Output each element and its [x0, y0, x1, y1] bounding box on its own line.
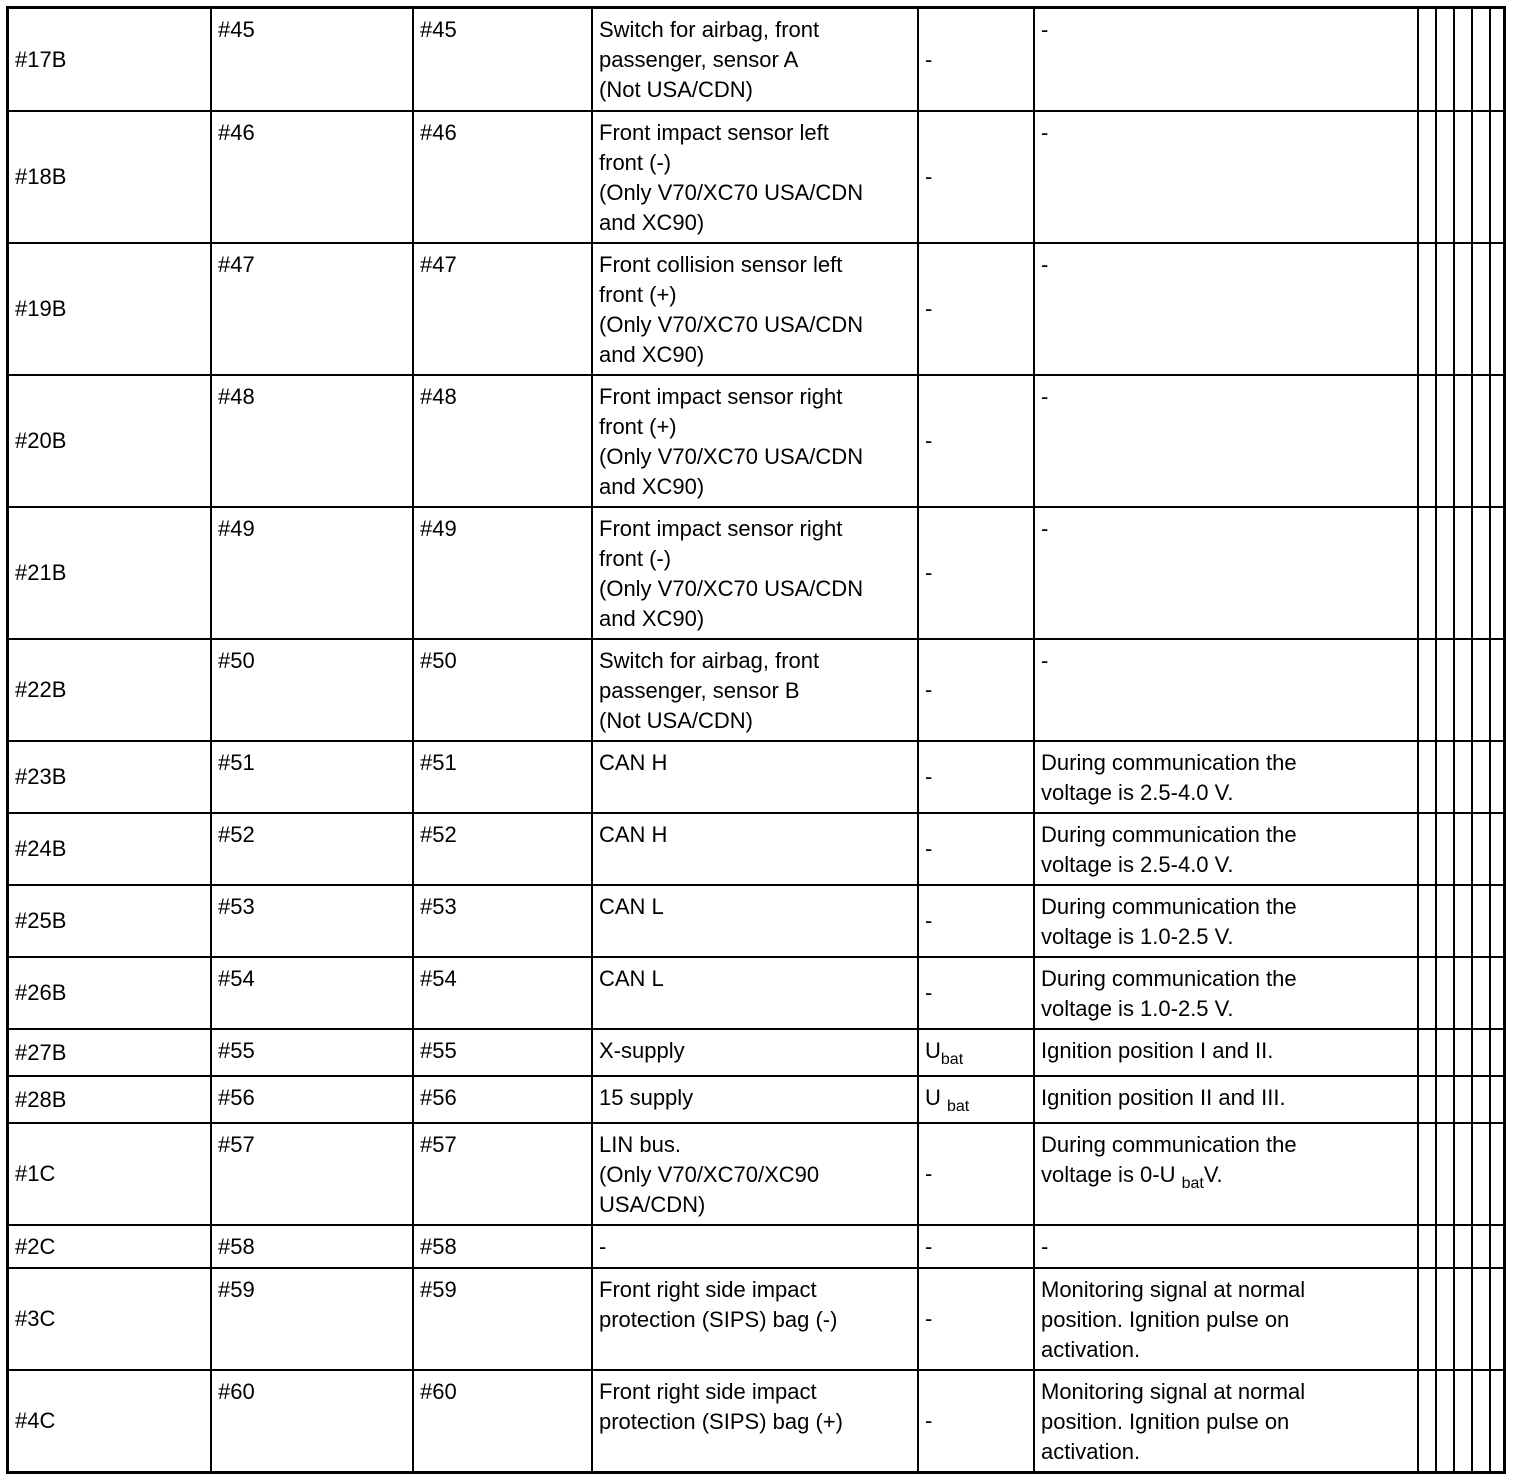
table-row: [9, 885, 1503, 957]
note-cell: -: [1034, 1225, 1418, 1268]
pin-cell: #21B: [9, 507, 211, 639]
check-cell: [1454, 1268, 1472, 1370]
check-cell: [1418, 1029, 1436, 1076]
check-cell: [1418, 9, 1436, 111]
check-cell: [1472, 9, 1490, 111]
pin-cell: #1C: [9, 1123, 211, 1225]
note-cell: [1034, 1123, 1418, 1225]
check-cell: [1454, 639, 1472, 741]
pin-cell: #2C: [9, 1225, 211, 1268]
check-cell: [1418, 1076, 1436, 1123]
check-cell: [1436, 111, 1454, 243]
table-row: [9, 243, 1503, 375]
check-cell: [1472, 1268, 1490, 1370]
note-text-end: V.: [1203, 1162, 1223, 1187]
pin-ref-cell: #52: [413, 813, 592, 885]
pin-cell: #23B: [9, 741, 211, 813]
check-cell: [1418, 375, 1436, 507]
check-cell: [1454, 1370, 1472, 1471]
check-cell: [1436, 885, 1454, 957]
value-cell: -: [918, 1268, 1034, 1370]
check-cell: [1490, 375, 1503, 507]
check-cell: [1490, 1370, 1503, 1471]
pin-cell: #27B: [9, 1029, 211, 1076]
check-cell: [1436, 741, 1454, 813]
check-cell: [1490, 1225, 1503, 1268]
description-cell: Front collision sensor left front (+) (Only V70/XC70 USA/CDN and XC90): [592, 243, 918, 375]
pin-ref-cell: #56: [211, 1076, 413, 1123]
note-cell: During communication the voltage is 2.5-4.0 V.: [1034, 741, 1418, 813]
pin-ref-cell: #57: [211, 1123, 413, 1225]
check-cell: [1490, 9, 1503, 111]
check-cell: [1472, 741, 1490, 813]
check-cell: [1472, 507, 1490, 639]
pin-ref-cell: #60: [211, 1370, 413, 1471]
description-cell: CAN L: [592, 957, 918, 1029]
table-row: [9, 111, 1503, 243]
table-row: [9, 375, 1503, 507]
check-cell: [1490, 813, 1503, 885]
note-cell: Ignition position I and II.: [1034, 1029, 1418, 1076]
pin-cell: #18B: [9, 111, 211, 243]
value-cell: -: [918, 1123, 1034, 1225]
value-cell: [918, 1029, 1034, 1076]
check-cell: [1472, 885, 1490, 957]
check-cell: [1418, 243, 1436, 375]
table-row: [9, 1076, 1503, 1123]
check-cell: [1418, 639, 1436, 741]
check-cell: [1472, 243, 1490, 375]
note-cell: -: [1034, 375, 1418, 507]
pin-table-sheet: [6, 6, 1506, 1474]
pin-cell: #19B: [9, 243, 211, 375]
pin-ref-cell: #48: [413, 375, 592, 507]
check-cell: [1472, 1370, 1490, 1471]
pin-ref-cell: #59: [211, 1268, 413, 1370]
description-cell: Front impact sensor right front (+) (Only V70/XC70 USA/CDN and XC90): [592, 375, 918, 507]
table-row: [9, 741, 1503, 813]
check-cell: [1454, 1029, 1472, 1076]
check-cell: [1472, 375, 1490, 507]
check-cell: [1454, 1123, 1472, 1225]
note-cell: -: [1034, 507, 1418, 639]
check-cell: [1418, 1123, 1436, 1225]
value-cell: -: [918, 741, 1034, 813]
value-cell: -: [918, 243, 1034, 375]
check-cell: [1490, 957, 1503, 1029]
check-cell: [1436, 9, 1454, 111]
pin-ref-cell: #50: [211, 639, 413, 741]
check-cell: [1418, 741, 1436, 813]
pin-cell: #3C: [9, 1268, 211, 1370]
note-cell: Monitoring signal at normal position. Ignition pulse on activation.: [1034, 1268, 1418, 1370]
pin-ref-cell: #54: [413, 957, 592, 1029]
pin-ref-cell: #58: [413, 1225, 592, 1268]
pin-ref-cell: #50: [413, 639, 592, 741]
note-cell: During communication the voltage is 2.5-4.0 V.: [1034, 813, 1418, 885]
note-cell: -: [1034, 111, 1418, 243]
note-cell: During communication the voltage is 1.0-2.5 V.: [1034, 885, 1418, 957]
value-cell: -: [918, 375, 1034, 507]
check-cell: [1472, 813, 1490, 885]
check-cell: [1490, 507, 1503, 639]
check-cell: [1472, 111, 1490, 243]
check-cell: [1436, 1225, 1454, 1268]
value-subscript: bat: [947, 1098, 970, 1115]
check-cell: [1436, 639, 1454, 741]
check-cell: [1436, 1370, 1454, 1471]
table-row: [9, 1029, 1503, 1076]
value-cell: -: [918, 9, 1034, 111]
table-row: [9, 639, 1503, 741]
check-cell: [1436, 1268, 1454, 1370]
note-cell: Ignition position II and III.: [1034, 1076, 1418, 1123]
value-main: U: [925, 1038, 941, 1063]
pin-ref-cell: #58: [211, 1225, 413, 1268]
check-cell: [1418, 111, 1436, 243]
pin-ref-cell: #57: [413, 1123, 592, 1225]
pin-ref-cell: #52: [211, 813, 413, 885]
check-cell: [1490, 639, 1503, 741]
check-cell: [1454, 243, 1472, 375]
check-cell: [1436, 813, 1454, 885]
pin-cell: #4C: [9, 1370, 211, 1471]
pin-ref-cell: #47: [413, 243, 592, 375]
note-cell: -: [1034, 639, 1418, 741]
check-cell: [1490, 1123, 1503, 1225]
check-cell: [1490, 741, 1503, 813]
pin-ref-cell: #46: [211, 111, 413, 243]
value-cell: -: [918, 1370, 1034, 1471]
check-cell: [1454, 957, 1472, 1029]
note-subscript: bat: [1181, 1175, 1204, 1192]
description-cell: LIN bus. (Only V70/XC70/XC90 USA/CDN): [592, 1123, 918, 1225]
description-cell: 15 supply: [592, 1076, 918, 1123]
pin-cell: #28B: [9, 1076, 211, 1123]
pin-ref-cell: #48: [211, 375, 413, 507]
description-cell: CAN H: [592, 741, 918, 813]
check-cell: [1472, 1029, 1490, 1076]
table-row: [9, 9, 1503, 111]
check-cell: [1472, 639, 1490, 741]
pin-cell: #20B: [9, 375, 211, 507]
check-cell: [1454, 9, 1472, 111]
check-cell: [1436, 957, 1454, 1029]
check-cell: [1454, 813, 1472, 885]
pin-ref-cell: #51: [211, 741, 413, 813]
table-row: [9, 813, 1503, 885]
pin-ref-cell: #56: [413, 1076, 592, 1123]
check-cell: [1436, 375, 1454, 507]
check-cell: [1490, 1076, 1503, 1123]
table-row: [9, 1268, 1503, 1370]
check-cell: [1436, 507, 1454, 639]
description-cell: -: [592, 1225, 918, 1268]
value-cell: -: [918, 1225, 1034, 1268]
check-cell: [1490, 243, 1503, 375]
check-cell: [1454, 1076, 1472, 1123]
check-cell: [1454, 741, 1472, 813]
check-cell: [1454, 507, 1472, 639]
value-cell: [918, 1076, 1034, 1123]
check-cell: [1472, 1225, 1490, 1268]
description-cell: Switch for airbag, front passenger, sensor B (Not USA/CDN): [592, 639, 918, 741]
value-cell: -: [918, 813, 1034, 885]
note-cell: During communication the voltage is 1.0-2.5 V.: [1034, 957, 1418, 1029]
note-cell: -: [1034, 9, 1418, 111]
description-cell: Front right side impact protection (SIPS) bag (-): [592, 1268, 918, 1370]
note-cell: Monitoring signal at normal position. Ignition pulse on activation.: [1034, 1370, 1418, 1471]
pin-cell: #17B: [9, 9, 211, 111]
check-cell: [1454, 375, 1472, 507]
table-row: [9, 1225, 1503, 1268]
pin-ref-cell: #59: [413, 1268, 592, 1370]
pin-ref-cell: #51: [413, 741, 592, 813]
note-cell: -: [1034, 243, 1418, 375]
value-cell: -: [918, 111, 1034, 243]
check-cell: [1490, 1268, 1503, 1370]
check-cell: [1454, 1225, 1472, 1268]
check-cell: [1418, 507, 1436, 639]
pin-ref-cell: #55: [413, 1029, 592, 1076]
value-cell: -: [918, 957, 1034, 1029]
pin-ref-cell: #45: [211, 9, 413, 111]
pin-ref-cell: #45: [413, 9, 592, 111]
check-cell: [1436, 1076, 1454, 1123]
pin-ref-cell: #47: [211, 243, 413, 375]
check-cell: [1418, 1370, 1436, 1471]
check-cell: [1418, 813, 1436, 885]
value-subscript: bat: [940, 1051, 964, 1068]
pin-ref-cell: #53: [211, 885, 413, 957]
check-cell: [1454, 111, 1472, 243]
pin-ref-cell: #53: [413, 885, 592, 957]
pin-cell: #22B: [9, 639, 211, 741]
check-cell: [1472, 1123, 1490, 1225]
value-cell: -: [918, 507, 1034, 639]
pin-cell: #25B: [9, 885, 211, 957]
check-cell: [1472, 957, 1490, 1029]
check-cell: [1436, 1029, 1454, 1076]
description-cell: Switch for airbag, front passenger, sensor A (Not USA/CDN): [592, 9, 918, 111]
check-cell: [1490, 885, 1503, 957]
description-cell: Front impact sensor left front (-) (Only V70/XC70 USA/CDN and XC90): [592, 111, 918, 243]
description-cell: Front impact sensor right front (-) (Only V70/XC70 USA/CDN and XC90): [592, 507, 918, 639]
pin-cell: #24B: [9, 813, 211, 885]
value-cell: -: [918, 639, 1034, 741]
check-cell: [1418, 1268, 1436, 1370]
description-cell: Front right side impact protection (SIPS) bag (+): [592, 1370, 918, 1471]
pin-ref-cell: #54: [211, 957, 413, 1029]
pin-ref-cell: #49: [211, 507, 413, 639]
value-cell: -: [918, 885, 1034, 957]
description-cell: CAN H: [592, 813, 918, 885]
check-cell: [1418, 885, 1436, 957]
note-text: During communication the voltage is 0-U: [1041, 1132, 1297, 1187]
check-cell: [1490, 1029, 1503, 1076]
table-row: [9, 1370, 1503, 1471]
check-cell: [1490, 111, 1503, 243]
pin-ref-cell: #49: [413, 507, 592, 639]
check-cell: [1436, 243, 1454, 375]
pin-ref-cell: #60: [413, 1370, 592, 1471]
pin-ref-cell: #46: [413, 111, 592, 243]
description-cell: CAN L: [592, 885, 918, 957]
check-cell: [1454, 885, 1472, 957]
pin-table: [9, 9, 1503, 1471]
check-cell: [1472, 1076, 1490, 1123]
table-row: [9, 1123, 1503, 1225]
pin-ref-cell: #55: [211, 1029, 413, 1076]
table-row: [9, 507, 1503, 639]
table-row: [9, 957, 1503, 1029]
pin-cell: #26B: [9, 957, 211, 1029]
value-main: U: [925, 1085, 947, 1110]
check-cell: [1418, 957, 1436, 1029]
check-cell: [1418, 1225, 1436, 1268]
description-cell: X-supply: [592, 1029, 918, 1076]
check-cell: [1436, 1123, 1454, 1225]
